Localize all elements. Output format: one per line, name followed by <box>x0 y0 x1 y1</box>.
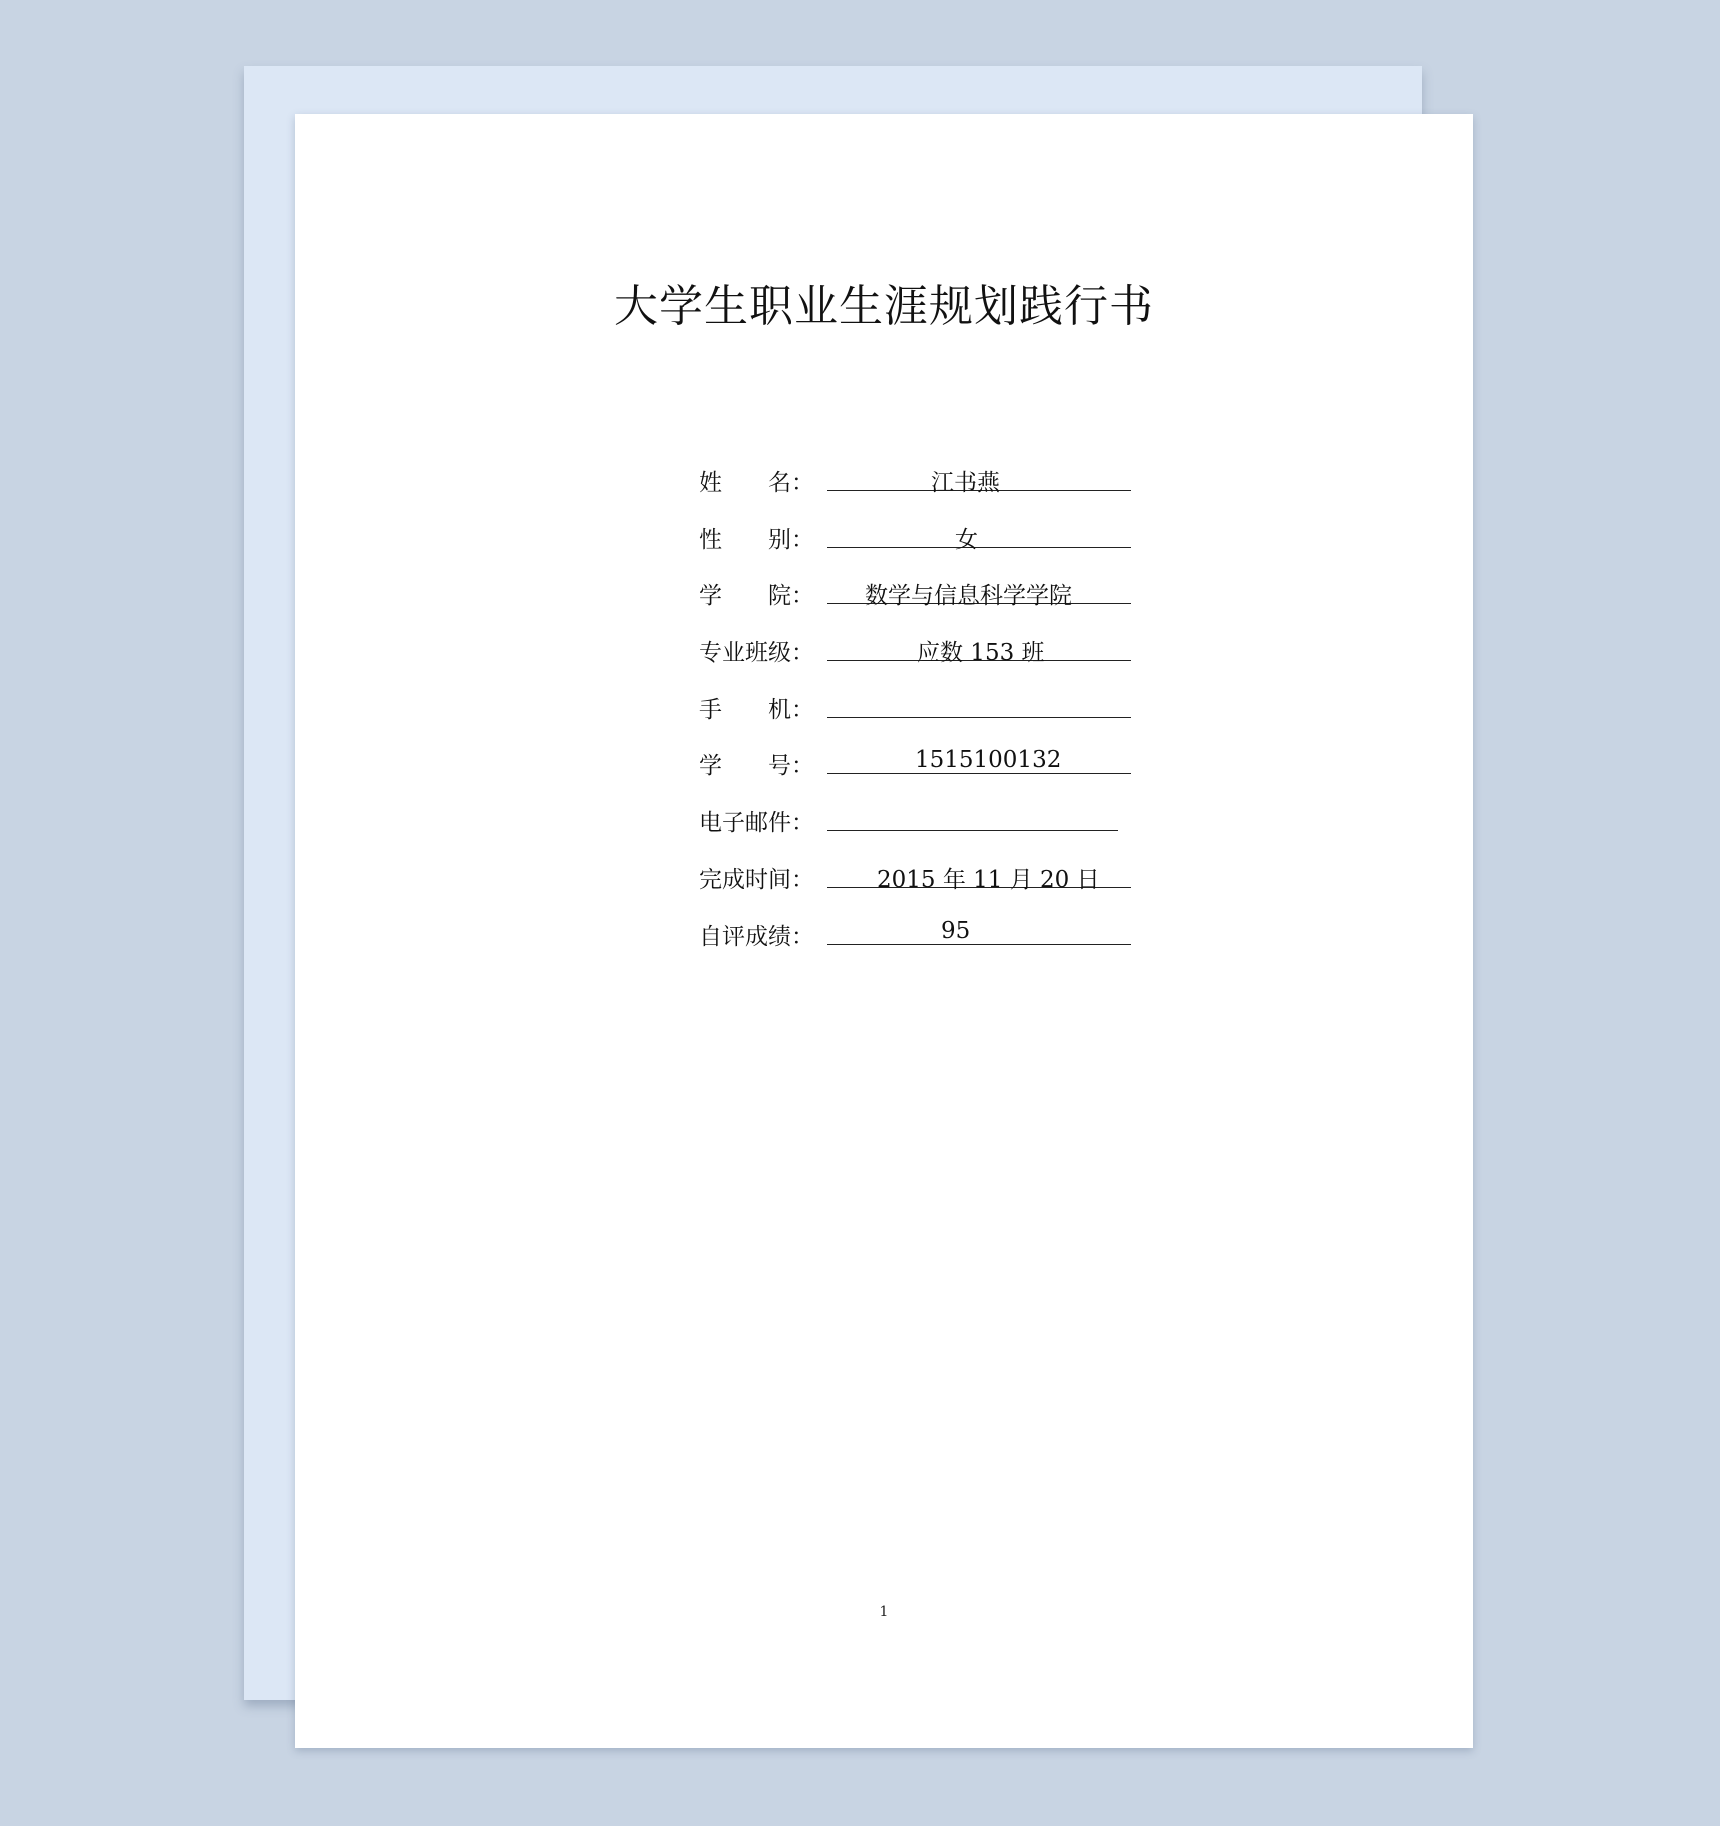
college-value: 数学与信息科学学院 <box>865 583 1072 610</box>
email-field[interactable] <box>827 798 1118 831</box>
student-id-field[interactable] <box>827 741 1131 774</box>
name-field[interactable] <box>827 458 1131 496</box>
self-score-value: 95 <box>941 917 971 944</box>
self-score-field[interactable] <box>827 912 1131 945</box>
phone-row <box>699 681 1219 738</box>
name-value: 江书燕 <box>931 470 1000 496</box>
gender-value: 女 <box>955 526 978 553</box>
page-number: 1 <box>879 1604 889 1620</box>
college-label: 学 院： <box>699 583 814 610</box>
document-title: 大学生职业生涯规划践行书 <box>614 281 1154 332</box>
major-class-label: 专业班级： <box>699 640 814 667</box>
gender-field[interactable] <box>827 515 1131 553</box>
major-class-row <box>699 624 1219 681</box>
document-page <box>295 114 1473 1748</box>
student-id-row <box>699 737 1219 794</box>
completion-time-field[interactable] <box>827 855 1131 893</box>
college-field[interactable] <box>827 571 1131 610</box>
completion-time-label: 完成时间： <box>699 866 814 893</box>
completion-time-row <box>699 851 1219 908</box>
student-id-label: 学 号： <box>699 753 814 780</box>
name-row <box>699 454 1219 511</box>
email-label: 电子邮件： <box>699 810 814 837</box>
student-id-value: 1515100132 <box>915 747 1062 774</box>
student-info-form <box>699 454 1219 964</box>
phone-field[interactable] <box>827 685 1131 718</box>
gender-label: 性 别： <box>699 526 814 553</box>
self-score-row <box>699 908 1219 965</box>
phone-label: 手 机： <box>699 696 814 723</box>
gender-row <box>699 511 1219 568</box>
completion-time-value: 2015 年 11 月 20 日 <box>877 866 1100 893</box>
self-score-label: 自评成绩： <box>699 923 814 950</box>
college-row <box>699 567 1219 624</box>
email-row <box>699 794 1219 851</box>
major-class-field[interactable] <box>827 628 1131 667</box>
name-label: 姓 名： <box>699 470 814 496</box>
major-class-value: 应数 153 班 <box>917 640 1045 667</box>
